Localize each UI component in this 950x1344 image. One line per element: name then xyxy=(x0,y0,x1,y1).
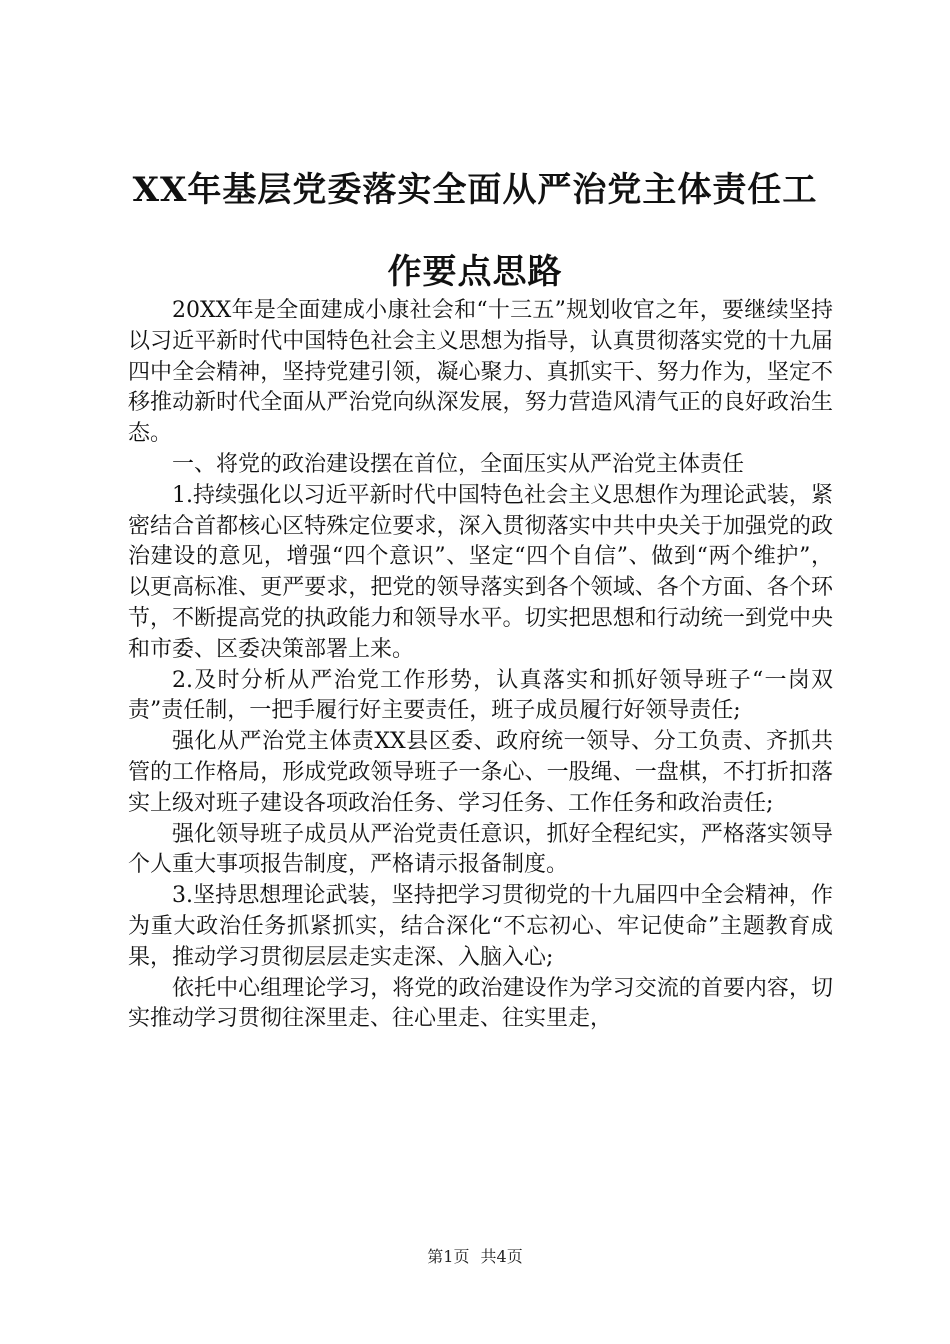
document-body xyxy=(128,296,833,1035)
page-number: 第1页 xyxy=(427,1247,470,1266)
document-title-line-1: XX年基层党委落实全面从严治党主体责任工 xyxy=(132,170,818,210)
page-total: 共4页 xyxy=(480,1247,523,1266)
paragraph-item-3-detail: 依托中心组理论学习，将党的政治建设作为学习交流的首要内容，切实推动学习贯彻往深里走、往心里走、往实里走， xyxy=(128,975,833,1032)
document-title-line-2: 作要点思路 xyxy=(387,252,563,292)
page-footer xyxy=(0,1244,950,1267)
paragraph-item-2-detail-a: 强化从严治党主体责XX县区委、政府统一领导、分工负责、齐抓共管的工作格局，形成党政领导班子一条心、一股绳、一盘棋，不打折扣落实上级对班子建设各项政治任务、学习任务、工作任务和政治责任; xyxy=(128,729,833,816)
paragraph-item-3: 3.坚持思想理论武装，坚持把学习贯彻党的十九届四中全会精神，作为重大政治任务抓紧抓实，结合深化“不忘初心、牢记使命”主题教育成果，推动学习贯彻层层走实走深、入脑入心; xyxy=(128,883,833,970)
paragraph-item-1: 1.持续强化以习近平新时代中国特色社会主义思想作为理论武装，紧密结合首都核心区特殊定位要求，深入贯彻落实中共中央关于加强党的政治建设的意见，增强“四个意识”、坚定“四个自信”、做到“两个维护”，以更高标准、更严要求，把党的领导落实到各个领域、各个方面、各个环节，不断提高党的执政能力和领导水平。切实把思想和行动统一到党中央和市委、区委决策部署上来。 xyxy=(128,482,833,662)
paragraph-item-2-detail-b: 强化领导班子成员从严治党责任意识，抓好全程纪实，严格落实领导个人重大事项报告制度，严格请示报备制度。 xyxy=(128,821,833,878)
section-heading: 一、将党的政治建设摆在首位，全面压实从严治党主体责任 xyxy=(172,451,745,477)
paragraph-intro: 20XX年是全面建成小康社会和“十三五”规划收官之年，要继续坚持以习近平新时代中国特色社会主义思想为指导，认真贯彻落实党的十九届四中全会精神，坚持党建引领，凝心聚力、真抓实干、努力作为，坚定不移推动新时代全面从严治党向纵深发展，努力营造风清气正的良好政治生态。 xyxy=(128,298,833,447)
paragraph-item-2: 2.及时分析从严治党工作形势，认真落实和抓好领导班子“一岗双责”责任制，一把手履行好主要责任，班子成员履行好领导责任; xyxy=(128,667,833,724)
